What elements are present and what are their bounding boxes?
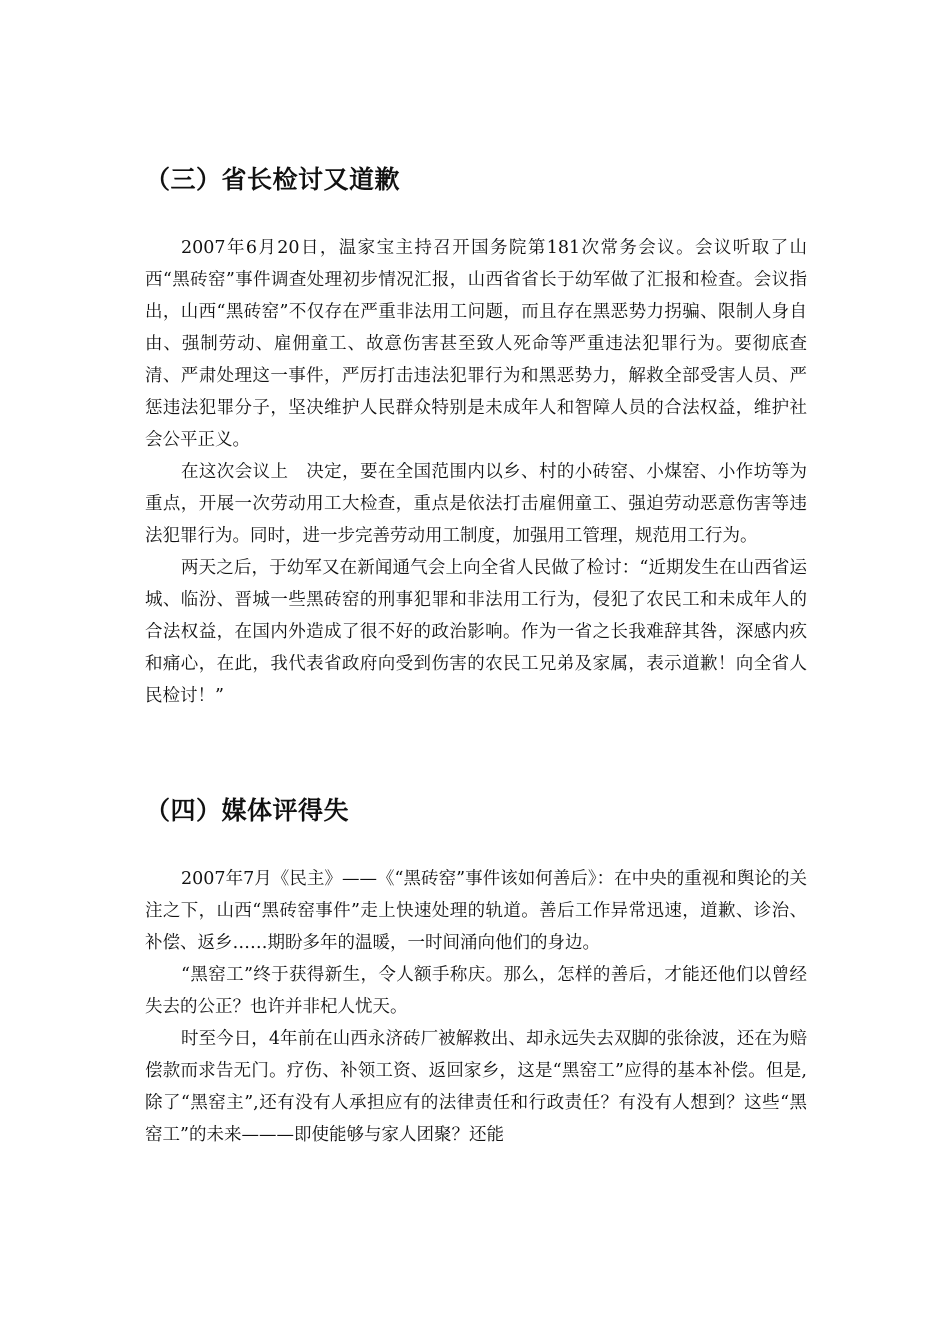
section-heading-4: （四）媒体评得失	[145, 796, 350, 825]
paragraph: 2007年6月20日，温家宝主持召开国务院第181次常务会议。会议听取了山西“黑砖窑”事件调查处理初步情况汇报，山西省省长于幼军做了汇报和检查。会议指出，山西“黑砖窑”不仅存在严重非法用工问题，而且存在黑恶势力拐骗、限制人身自由、强制劳动、雇佣童工、故意伤害甚至致人死命等严重违法犯罪行为。要彻底查清、严肃处理这一事件，严厉打击违法犯罪行为和黑恶势力，解救全部受害人员、严惩违法犯罪分子，坚决维护人民群众特别是未成年人和智障人员的合法权益，维护社会公平正义。	[145, 238, 807, 450]
section-heading-3: （三）省长检讨又道歉	[145, 165, 401, 194]
paragraph: 在这次会议上 决定，要在全国范围内以乡、村的小砖窑、小煤窑、小作坊等为重点，开展一次劳动用工大检查，重点是依法打击雇佣童工、强迫劳动恶意伤害等违法犯罪行为。同时，进一步完善劳动用工制度，加强用工管理，规范用工行为。	[145, 462, 807, 546]
paragraph: 时至今日，4年前在山西永济砖厂被解救出、却永远失去双脚的张徐波，还在为赔偿款而求告无门。疗伤、补领工资、返回家乡，这是“黑窑工”应得的基本补偿。但是,除了“黑窑主”,还有没有人承担应有的法律责任和行政责任？有没有人想到？这些“黑窑工”的未来———即使能够与家人团聚？还能	[145, 1029, 807, 1145]
section-body-4	[145, 863, 807, 1151]
paragraph: 2007年7月《民主》——《“黑砖窑”事件该如何善后》：在中央的重视和舆论的关注之下，山西“黑砖窑事件”走上快速处理的轨道。善后工作异常迅速，道歉、诊治、补偿、返乡……期盼多年的温暖，一时间涌向他们的身边。	[145, 869, 807, 953]
paragraph: 两天之后，于幼军又在新闻通气会上向全省人民做了检讨：“近期发生在山西省运城、临汾、晋城一些黑砖窑的刑事犯罪和非法用工行为，侵犯了农民工和未成年人的合法权益，在国内外造成了很不好的政治影响。作为一省之长我难辞其咎，深感内疚和痛心，在此，我代表省政府向受到伤害的农民工兄弟及家属，表示道歉！向全省人民检讨！”	[145, 558, 807, 706]
paragraph: “黑窑工”终于获得新生，令人额手称庆。那么，怎样的善后，才能还他们以曾经失去的公正？也许并非杞人忧天。	[145, 965, 807, 1017]
section-body-3	[145, 232, 807, 712]
